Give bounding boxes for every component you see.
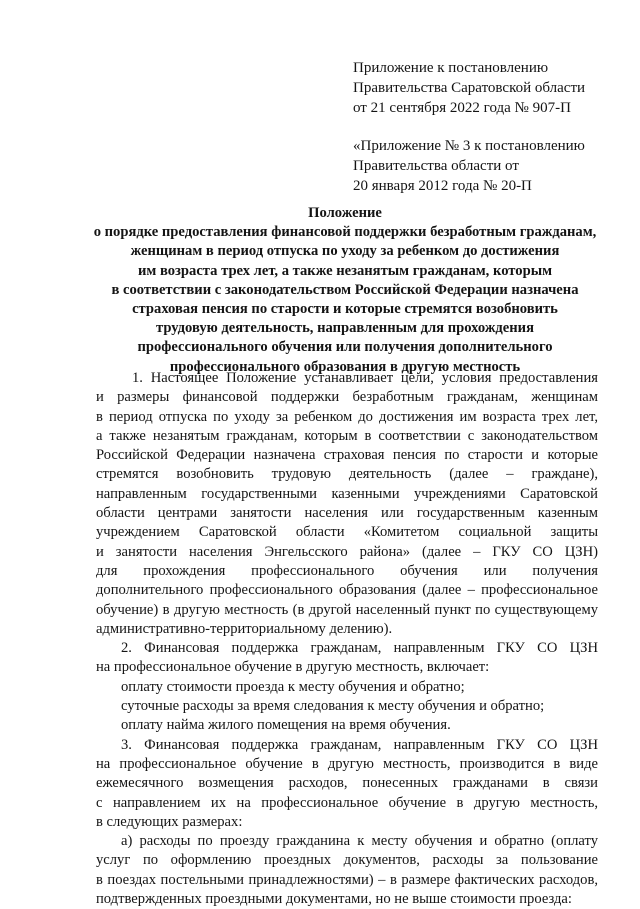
title-line: о порядке предоставления финансовой поддержки безработным гражданам, <box>93 224 597 241</box>
paragraph-1-line: обучение) в другую местность (в другой населенный пункт по существующему <box>96 601 598 618</box>
paragraph-2-item: оплату найма жилого помещения на время обучения. <box>121 717 451 734</box>
subitem-a-line: подтвержденных проездными документами, но не выше стоимости проезда: <box>96 891 572 908</box>
paragraph-3-line: в следующих размерах: <box>96 813 243 830</box>
paragraph-1-line: для прохождения профессионального обучения или получения <box>96 562 598 579</box>
paragraph-2-item: суточные расходы за время следования к месту обучения и обратно; <box>121 698 545 715</box>
appendix-line: Правительства области от <box>353 158 519 174</box>
subitem-a-line: услуг по оформлению проездных документов, расходы за пользование <box>96 852 598 869</box>
paragraph-1-line: Российской Федерации назначена страховая пенсия по старости и которые <box>96 447 598 464</box>
paragraph-3-line: на профессиональное обучение в другую местность, производится в виде <box>96 755 598 772</box>
appendix-line: «Приложение № 3 к постановлению <box>353 138 585 154</box>
paragraph-1-line: области центрами занятости населения или государственным казенным <box>96 505 598 522</box>
paragraph-1-line: и размеры финансовой поддержки безработным гражданам, женщинам <box>96 389 598 406</box>
title-line: страховая пенсия по старости и которые стремятся возобновить <box>132 301 558 318</box>
subitem-a-line: а) расходы по проезду гражданина к месту обучения и обратно (оплату <box>121 833 598 850</box>
appendix-line: Приложение к постановлению <box>353 60 549 76</box>
paragraph-2-line: 2. Финансовая поддержка гражданам, направленным ГКУ СО ЦЗН <box>121 640 598 657</box>
paragraph-2-line: на профессиональное обучение в другую местность, включает: <box>96 659 490 676</box>
paragraph-3-line: ежемесячного возмещения расходов, понесенных гражданами в связи <box>96 775 598 792</box>
title-line: женщинам в период отпуска по уходу за ребенком до достижения <box>130 243 560 260</box>
paragraph-1-line: и занятости населения Энгельсского района» (далее – ГКУ СО ЦЗН) <box>96 543 598 560</box>
paragraph-1-line: дополнительного профессионального образования (далее – профессиональное <box>96 582 598 599</box>
appendix-reference-current <box>353 58 613 118</box>
paragraph-1-line: в период отпуска по уходу за ребенком до достижения им возраста трех лет, <box>96 408 598 425</box>
title-line: профессионального обучения или получения дополнительного <box>137 339 553 356</box>
paragraph-1-line: административно-территориальному делению). <box>96 620 393 637</box>
title-line: в соответствии с законодательством Российской Федерации назначена <box>111 281 579 298</box>
appendix-line: Правительства Саратовской области <box>353 80 586 96</box>
paragraph-2-item: оплату стоимости проезда к месту обучения и обратно; <box>121 678 465 695</box>
paragraph-3-line: 3. Финансовая поддержка гражданам, направленным ГКУ СО ЦЗН <box>121 736 598 753</box>
paragraph-3-line: с направлением их на профессиональное обучение в другую местность, <box>96 794 598 811</box>
paragraph-1-line: учреждением Саратовской области «Комитетом социальной защиты <box>96 524 598 541</box>
paragraph-1-line: стремятся возобновить трудовую деятельность (далее – граждане), <box>96 466 598 483</box>
paragraph-1-line: направленным государственными казенными учреждениями Саратовской <box>96 485 598 502</box>
appendix-line: 20 января 2012 года № 20-П <box>353 178 532 194</box>
title-line: профессионального образования в другую местность <box>169 358 521 375</box>
title-line: трудовую деятельность, направленным для прохождения <box>155 320 534 337</box>
title-heading: Положение <box>308 205 382 221</box>
document-body <box>96 369 598 909</box>
paragraph-1-line: 1. Настоящее Положение устанавливает цели, условия предоставления <box>132 370 598 386</box>
appendix-reference-original <box>353 136 613 196</box>
document-title <box>90 204 600 377</box>
title-line: им возраста трех лет, а также незанятым гражданам, которым <box>137 262 553 279</box>
subitem-a-line: в поездах постельными принадлежностями) – в размере фактических расходов, <box>96 871 598 888</box>
appendix-line: от 21 сентября 2022 года № 907-П <box>353 100 571 116</box>
paragraph-1-line: а также незанятым гражданам, которым в соответствии с законодательством <box>96 427 598 444</box>
